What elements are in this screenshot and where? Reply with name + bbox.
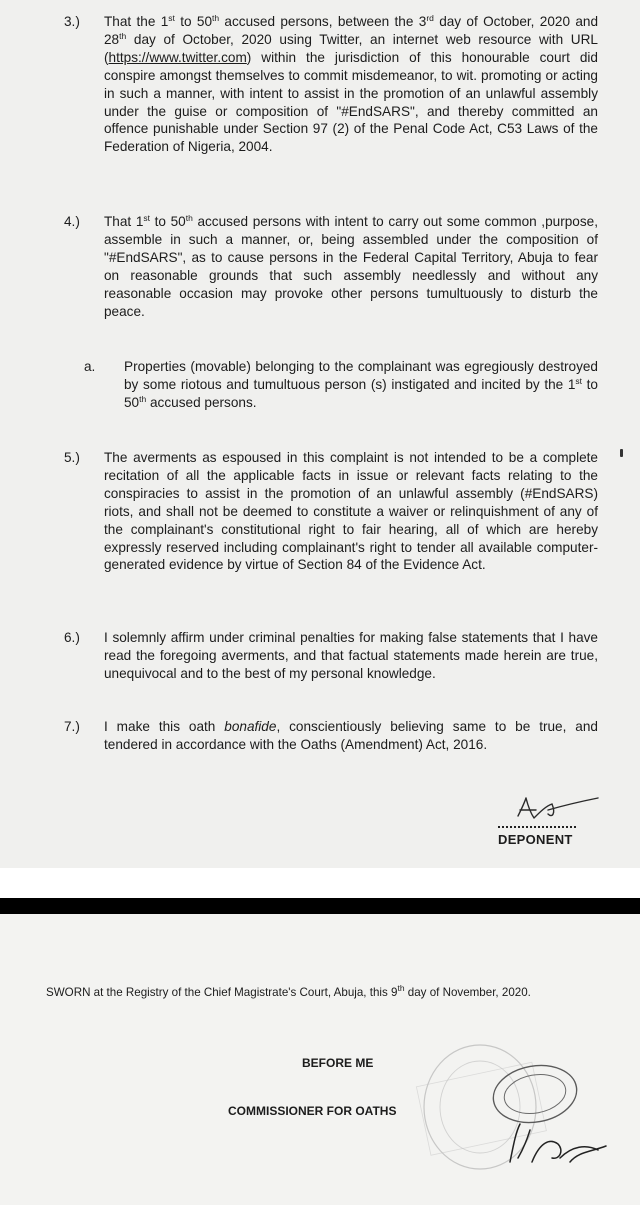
twitter-url-link[interactable]: https://www.twitter.com <box>108 49 247 65</box>
paragraph-number: 5.) <box>64 450 80 465</box>
paragraph-number: 3.) <box>64 14 80 29</box>
scan-speck <box>620 449 623 457</box>
paragraph-6: 6.) I solemnly affirm under criminal penalties for making false statements that I have read the foregoing averments, and that factual statements made herein are true, unequivocal and to the best of my personal knowledge. <box>64 630 598 681</box>
sworn-statement: SWORN at the Registry of the Chief Magistrate's Court, Abuja, this 9th day of November, 2020. <box>46 983 531 999</box>
court-stamp <box>410 1012 610 1187</box>
commissioner-for-oaths-label: COMMISSIONER FOR OATHS <box>228 1104 397 1118</box>
paragraph-number: 4.) <box>64 214 80 229</box>
paragraph-number: 7.) <box>64 719 80 734</box>
sub-paragraph-label: a. <box>84 359 96 374</box>
paragraph-number: 6.) <box>64 630 80 645</box>
page-gap <box>0 868 640 898</box>
paragraph-7: 7.) I make this oath bonafide, conscientiously believing same to be true, and tendered in accordance with the Oaths (Amendment) Act, 2016. <box>64 719 598 752</box>
paragraph-3: 3.) That the 1st to 50th accused persons, between the 3rd day of October, 2020 and 28th day of October, 2020 using Twitter, an internet web resource with URL (https://www.twitter.com) within the jurisdiction of this honourable court did conspire amongst themselves to commit misdemeanor, to wit. promoting or acting in such a manner, with intent to assist in the promotion of an unlawful assembly under the guise or composition of "#EndSARS", and thereby committed an offence punishable under Section 97 (2) of the Penal Code Act, C53 Laws of the Federation of Nigeria, 2004. <box>64 13 598 155</box>
before-me-label: BEFORE ME <box>302 1056 374 1070</box>
paragraph-4a: a. Properties (movable) belonging to the complainant was egregiously destroyed by some riotous and tumultuous person (s) instigated and incited by the 1st to 50th accused persons. <box>84 359 598 410</box>
paragraph-4: 4.) That 1st to 50th accused persons with intent to carry out some common ,purpose, assemble in such a manner, or, being assembled under the composition of "#EndSARS", as to cause persons in the Federal Capital Territory, Abuja to fear on reasonable grounds that such assembly needlessly and without any reasonable occasion may provoke other persons tumultuously to disturb the peace. <box>64 213 598 319</box>
deponent-label: DEPONENT <box>498 832 573 847</box>
deponent-signature <box>512 790 602 826</box>
signature-line <box>498 826 576 828</box>
paragraph-5: 5.) The averments as espoused in this complaint is not intended to be a complete recitation of all the applicable facts in issue or relevant facts relating to the conspiracies to assist in the promotion of an unlawful assembly (#EndSARS) riots, and shall not be deemed to constitute a waiver or relinquishment of any of the complainant's constitutional right to fair hearing, all of which are hereby expressly reserved including complainant's right to tender all available computer-generated evidence by virtue of Section 84 of the Evidence Act. <box>64 450 598 573</box>
page-divider-bar <box>0 898 640 914</box>
